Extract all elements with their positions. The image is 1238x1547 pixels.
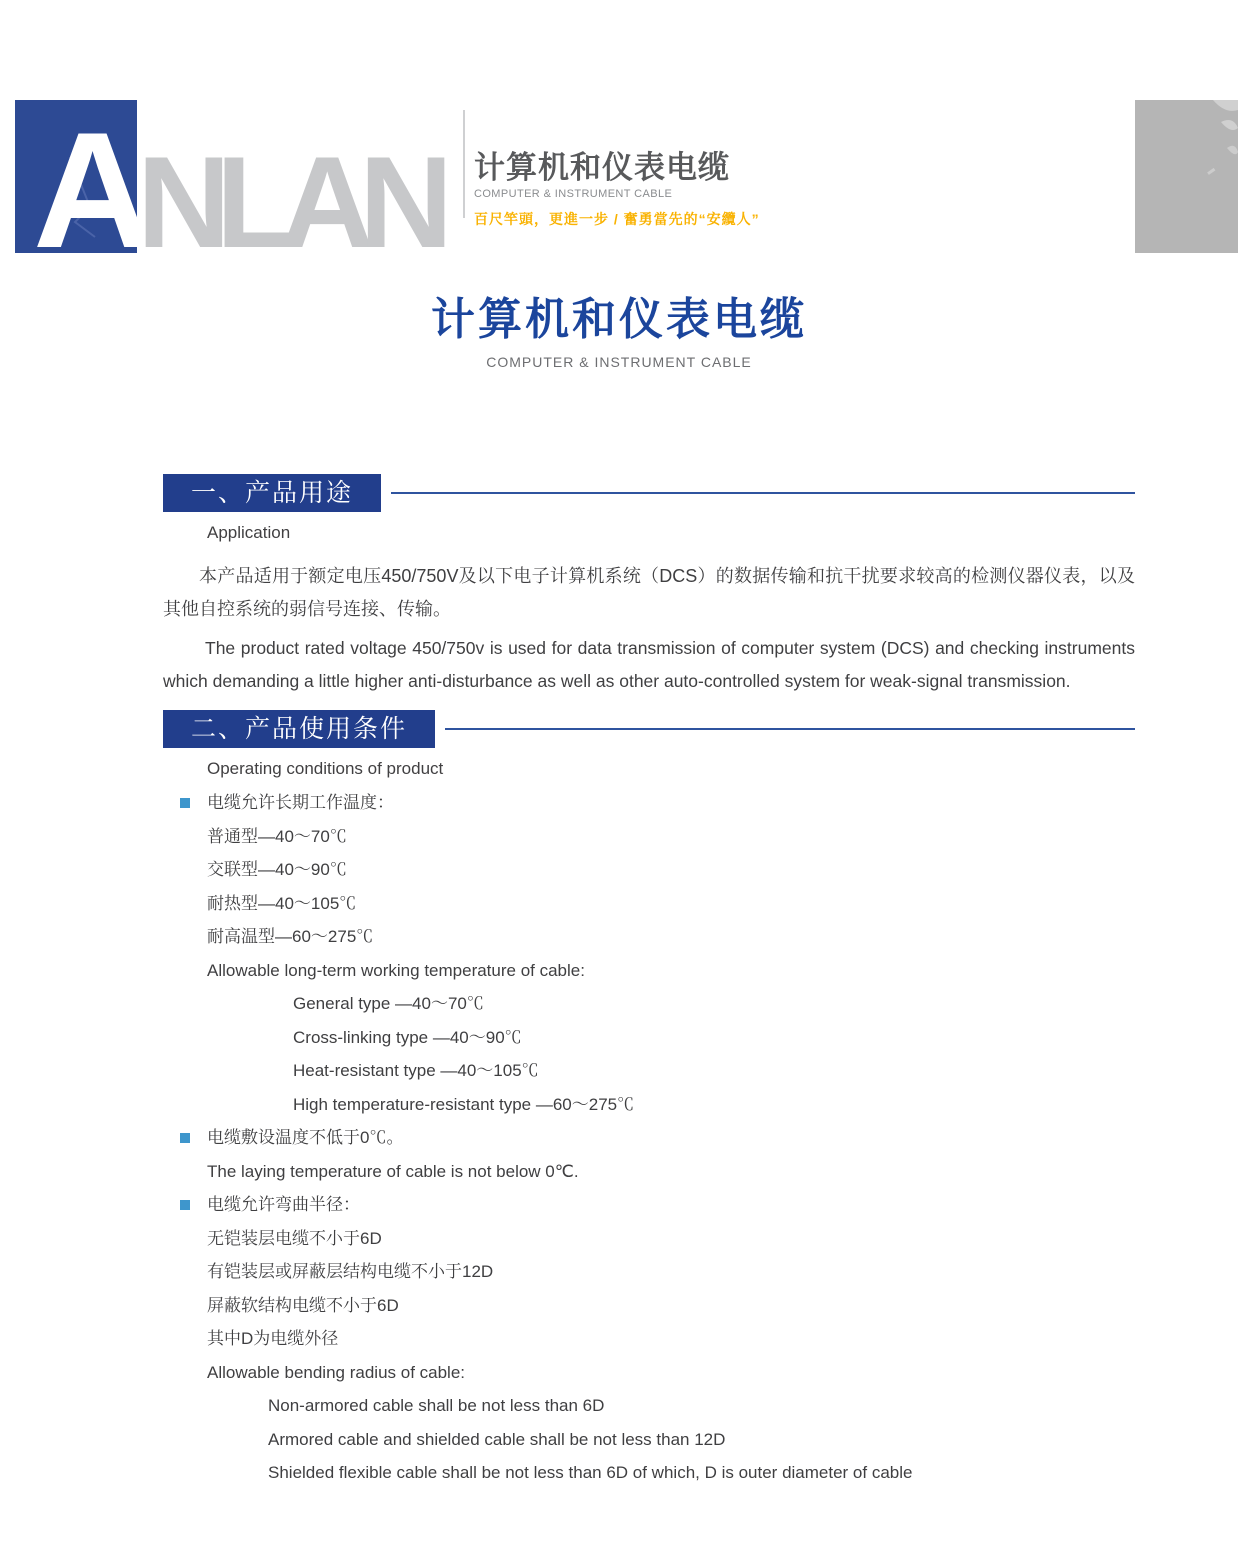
list-item-text: 无铠装层电缆不小于6D <box>207 1228 382 1248</box>
header-divider <box>463 110 465 218</box>
list-item <box>163 1389 1135 1423</box>
list-item <box>163 1423 1135 1457</box>
list-item-text: 电缆敷设温度不低于0℃。 <box>207 1128 404 1147</box>
list-item-text: 普通型—40～70℃ <box>207 826 347 846</box>
section2-heading <box>163 710 1135 748</box>
list-item-text: 其中D为电缆外径 <box>207 1329 339 1348</box>
list-item <box>163 853 1135 887</box>
list-item <box>163 1222 1135 1256</box>
list-item <box>163 887 1135 921</box>
list-item <box>163 1289 1135 1323</box>
conditions-list <box>163 786 1135 1490</box>
section2-heading-en: Operating conditions of product <box>207 759 444 778</box>
logo-letters-nlan: NLAN <box>137 129 439 257</box>
section2-heading-box: 二、产品使用条件 <box>163 710 435 748</box>
list-item-text: High temperature-resistant type —60～275℃ <box>293 1094 635 1114</box>
list-item-text: General type —40～70℃ <box>293 994 484 1013</box>
page-subtitle: COMPUTER & INSTRUMENT CABLE <box>486 354 752 370</box>
list-item-text: Allowable bending radius of cable: <box>207 1362 466 1382</box>
list-item-text: 耐热型—40～105℃ <box>207 893 357 913</box>
list-item-text: 电缆允许长期工作温度： <box>207 793 394 812</box>
section2-heading-rule <box>445 728 1135 730</box>
bullet-square-icon <box>180 798 190 808</box>
list-item <box>163 1188 1135 1222</box>
list-item-text: Allowable long-term working temperature of cable: <box>207 960 585 980</box>
list-item <box>163 1255 1135 1289</box>
list-item-text: Heat-resistant type —40～105℃ <box>293 1061 539 1080</box>
page-title-block <box>0 292 1238 370</box>
list-item-text: Cross-linking type —40～90℃ <box>293 1027 522 1047</box>
list-item-text: Non-armored cable shall be not less than 6D <box>268 1396 605 1415</box>
list-item-text: Armored cable and shielded cable shall be not less than 12D <box>268 1429 726 1449</box>
list-item <box>163 1021 1135 1055</box>
list-item <box>163 987 1135 1021</box>
corner-decoration-image <box>1135 100 1238 253</box>
page-content <box>0 474 1238 1490</box>
section1-paragraph-cn: 本产品适用于额定电压450/750V及以下电子计算机系统（DCS）的数据传输和抗干扰要求较高的检测仪器仪表，以及其他自控系统的弱信号连接、传输。 <box>163 566 1135 619</box>
list-item <box>163 1054 1135 1088</box>
bullet-square-icon <box>180 1200 190 1210</box>
list-item-text: 耐高温型—60～275℃ <box>207 927 374 946</box>
header-text-block <box>474 150 760 229</box>
list-item <box>163 1356 1135 1390</box>
list-item-text: 有铠装层或屏蔽层结构电缆不小于12D <box>207 1262 494 1281</box>
header-tagline: 百尺竿頭，更進一步 / 奮勇當先的“安纜人” <box>474 211 760 227</box>
list-item-text: The laying temperature of cable is not below 0℃. <box>207 1161 579 1181</box>
logo-letter-a: A <box>33 98 153 257</box>
list-item-text: 屏蔽软结构电缆不小于6D <box>207 1295 399 1315</box>
section1-heading-box: 一、产品用途 <box>163 474 381 512</box>
header-title-en: COMPUTER & INSTRUMENT CABLE <box>474 188 673 200</box>
list-item <box>163 1456 1135 1490</box>
page-title: 计算机和仪表电缆 <box>431 295 807 344</box>
list-item <box>163 1322 1135 1356</box>
list-item <box>163 1155 1135 1189</box>
bullet-square-icon <box>180 1133 190 1143</box>
section1-heading-rule <box>391 492 1135 494</box>
list-item <box>163 1088 1135 1122</box>
list-item <box>163 920 1135 954</box>
list-item-text: 电缆允许弯曲半径： <box>207 1195 360 1214</box>
anlan-logo <box>15 97 475 257</box>
header-title-cn: 计算机和仪表电缆 <box>474 150 730 185</box>
list-item <box>163 786 1135 820</box>
list-item <box>163 1121 1135 1155</box>
section1-paragraph-en: The product rated voltage 450/750v is used for data transmission of computer system (DCS) and checking instruments which demanding a little higher anti-disturbance as well as other auto-controlled system for weak-signal transmission. <box>163 638 1135 691</box>
list-item-text: 交联型—40～90℃ <box>207 860 347 879</box>
list-item <box>163 954 1135 988</box>
section1-heading-en: Application <box>207 523 291 542</box>
section1-heading <box>163 474 1135 512</box>
list-item <box>163 820 1135 854</box>
list-item-text: Shielded flexible cable shall be not less than 6D of which, D is outer diameter of cable <box>268 1463 913 1482</box>
